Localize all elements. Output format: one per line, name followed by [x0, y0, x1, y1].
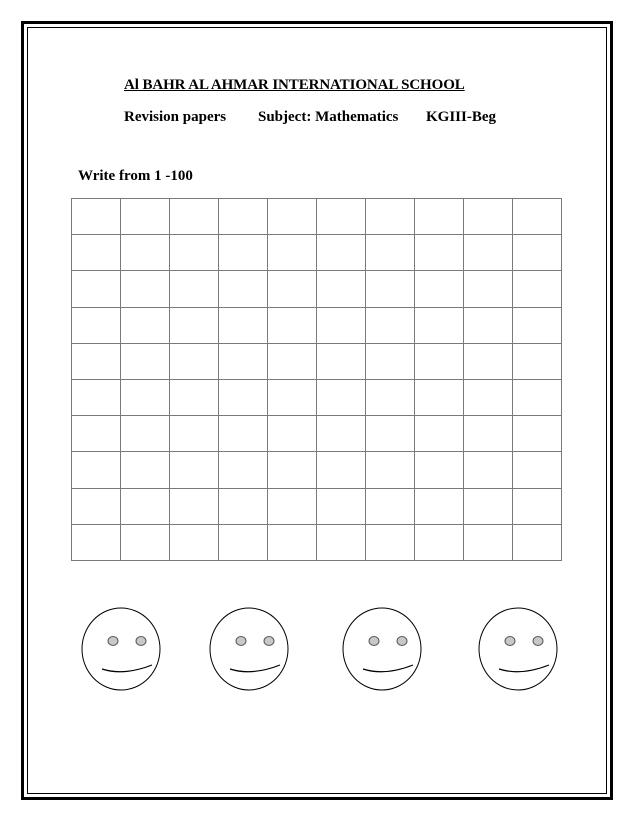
grid-cell[interactable] — [219, 271, 268, 307]
grid-cell[interactable] — [366, 307, 415, 343]
grid-row — [72, 416, 562, 452]
grid-cell[interactable] — [415, 343, 464, 379]
grid-row — [72, 379, 562, 415]
grid-cell[interactable] — [219, 452, 268, 488]
grid-cell[interactable] — [415, 524, 464, 560]
number-grid — [71, 198, 562, 561]
grid-cell[interactable] — [121, 416, 170, 452]
grid-row — [72, 307, 562, 343]
grid-cell[interactable] — [268, 199, 317, 235]
grid-cell[interactable] — [268, 271, 317, 307]
grid-cell[interactable] — [170, 271, 219, 307]
grid-cell[interactable] — [219, 343, 268, 379]
grid-cell[interactable] — [170, 307, 219, 343]
grid-cell[interactable] — [415, 199, 464, 235]
grid-cell[interactable] — [121, 307, 170, 343]
grid-cell[interactable] — [72, 379, 121, 415]
grid-cell[interactable] — [317, 343, 366, 379]
grid-cell[interactable] — [219, 488, 268, 524]
grid-cell[interactable] — [170, 524, 219, 560]
grid-cell[interactable] — [72, 307, 121, 343]
grid-cell[interactable] — [317, 307, 366, 343]
grid-cell[interactable] — [268, 235, 317, 271]
grid-cell[interactable] — [464, 235, 513, 271]
grid-cell[interactable] — [415, 452, 464, 488]
grid-cell[interactable] — [72, 488, 121, 524]
instruction-text: Write from 1 -100 — [78, 168, 193, 184]
grid-cell[interactable] — [513, 488, 562, 524]
revision-label: Revision papers — [124, 109, 227, 125]
grid-cell[interactable] — [219, 199, 268, 235]
grid-cell[interactable] — [513, 235, 562, 271]
grid-cell[interactable] — [464, 452, 513, 488]
grid-cell[interactable] — [268, 488, 317, 524]
smiley-face-icon — [476, 605, 560, 693]
grid-row — [72, 235, 562, 271]
grid-cell[interactable] — [464, 488, 513, 524]
grid-cell[interactable] — [415, 307, 464, 343]
grid-cell[interactable] — [268, 524, 317, 560]
grid-row — [72, 524, 562, 560]
grid-cell[interactable] — [317, 199, 366, 235]
grid-cell[interactable] — [170, 343, 219, 379]
grid-cell[interactable] — [72, 271, 121, 307]
grid-row — [72, 271, 562, 307]
grid-cell[interactable] — [121, 271, 170, 307]
grid-cell[interactable] — [513, 343, 562, 379]
grid-cell[interactable] — [415, 416, 464, 452]
grid-cell[interactable] — [513, 524, 562, 560]
grid-cell[interactable] — [268, 416, 317, 452]
grid-row — [72, 343, 562, 379]
grid-cell[interactable] — [170, 379, 219, 415]
grid-cell[interactable] — [366, 235, 415, 271]
smiley-face-icon — [79, 605, 163, 693]
grid-cell[interactable] — [268, 452, 317, 488]
smiley-face-icon — [207, 605, 291, 693]
grid-cell[interactable] — [317, 379, 366, 415]
grid-cell[interactable] — [219, 307, 268, 343]
grid-row — [72, 199, 562, 235]
school-title: Al BAHR AL AHMAR INTERNATIONAL SCHOOL — [124, 77, 465, 93]
grid-cell[interactable] — [513, 416, 562, 452]
grid-cell[interactable] — [219, 524, 268, 560]
grid-cell[interactable] — [72, 524, 121, 560]
grid-cell[interactable] — [415, 271, 464, 307]
grid-cell[interactable] — [121, 524, 170, 560]
grid-cell[interactable] — [268, 343, 317, 379]
grid-cell[interactable] — [268, 307, 317, 343]
grid-cell[interactable] — [121, 452, 170, 488]
grid-cell[interactable] — [317, 452, 366, 488]
smiley-row — [0, 605, 638, 705]
subtitle-row — [124, 109, 496, 126]
grid-cell[interactable] — [366, 452, 415, 488]
grid-cell[interactable] — [219, 379, 268, 415]
grid-cell[interactable] — [366, 488, 415, 524]
grid-cell[interactable] — [464, 307, 513, 343]
grid-cell[interactable] — [513, 452, 562, 488]
grid-cell[interactable] — [317, 271, 366, 307]
subject-label: Subject: Mathematics — [258, 109, 399, 125]
grid-cell[interactable] — [121, 235, 170, 271]
grid-cell[interactable] — [366, 416, 415, 452]
grid-cell[interactable] — [317, 524, 366, 560]
grid-cell[interactable] — [366, 379, 415, 415]
grid-cell[interactable] — [72, 235, 121, 271]
grid-cell[interactable] — [415, 379, 464, 415]
grid-cell[interactable] — [170, 488, 219, 524]
grid-cell[interactable] — [415, 488, 464, 524]
grid-cell[interactable] — [415, 235, 464, 271]
grid-cell[interactable] — [170, 416, 219, 452]
grid-cell[interactable] — [317, 235, 366, 271]
grid-cell[interactable] — [513, 379, 562, 415]
grid-cell[interactable] — [464, 271, 513, 307]
grid-cell[interactable] — [464, 379, 513, 415]
grid-cell[interactable] — [72, 416, 121, 452]
grid-cell[interactable] — [72, 452, 121, 488]
grid-cell[interactable] — [464, 416, 513, 452]
grid-cell[interactable] — [464, 343, 513, 379]
grid-cell[interactable] — [170, 452, 219, 488]
grid-cell[interactable] — [121, 199, 170, 235]
grid-cell[interactable] — [268, 379, 317, 415]
grid-cell[interactable] — [170, 199, 219, 235]
grid-cell[interactable] — [513, 199, 562, 235]
grid-cell[interactable] — [366, 524, 415, 560]
level-label: KGIII-Beg — [426, 109, 497, 125]
grid-cell[interactable] — [219, 235, 268, 271]
grid-cell[interactable] — [513, 307, 562, 343]
grid-cell[interactable] — [317, 488, 366, 524]
smiley-face-icon — [340, 605, 424, 693]
grid-cell[interactable] — [219, 416, 268, 452]
grid-cell[interactable] — [72, 343, 121, 379]
grid-cell[interactable] — [170, 235, 219, 271]
grid-cell[interactable] — [121, 488, 170, 524]
grid-cell[interactable] — [366, 271, 415, 307]
grid-row — [72, 488, 562, 524]
grid-cell[interactable] — [72, 199, 121, 235]
grid-cell[interactable] — [464, 199, 513, 235]
grid-cell[interactable] — [121, 379, 170, 415]
grid-cell[interactable] — [464, 524, 513, 560]
grid-cell[interactable] — [121, 343, 170, 379]
grid-cell[interactable] — [513, 271, 562, 307]
grid-cell[interactable] — [366, 343, 415, 379]
grid-cell[interactable] — [317, 416, 366, 452]
grid-row — [72, 452, 562, 488]
grid-cell[interactable] — [366, 199, 415, 235]
